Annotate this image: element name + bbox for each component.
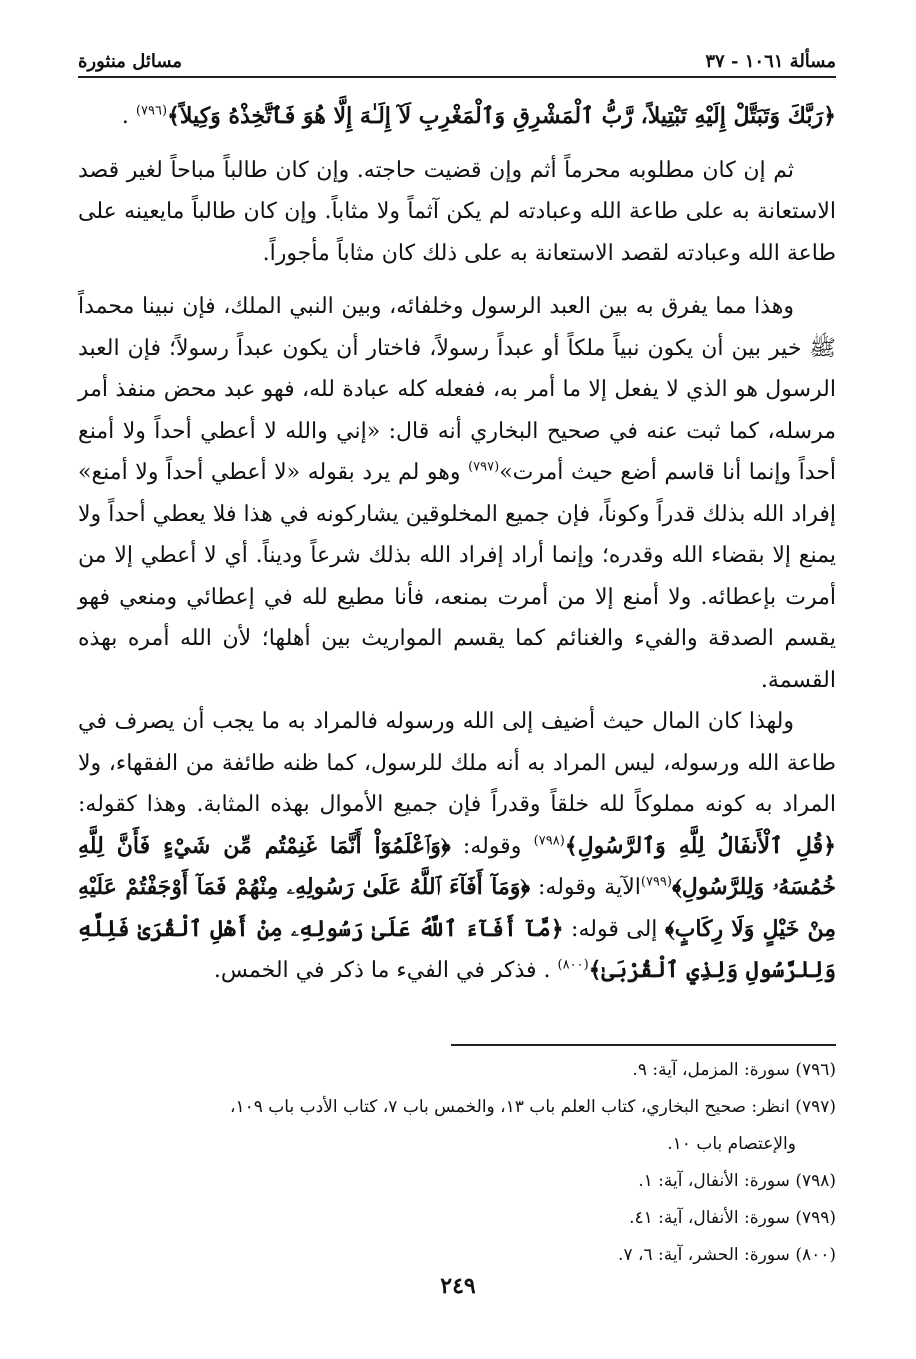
footnote-797: (٧٩٧) انظر: صحيح البخاري، كتاب العلم باب ١٣، والخمس باب ٧، كتاب الأدب باب ١٠٩، bbox=[229, 1097, 836, 1117]
page-number: ٢٤٩ bbox=[440, 1273, 476, 1299]
footnote-798: (٧٩٨) سورة: الأنفال، آية: ١. bbox=[638, 1171, 836, 1191]
main-text bbox=[78, 96, 836, 992]
footnote-797-continued: والإعتصام باب ١٠. bbox=[667, 1134, 796, 1154]
footnote-796: (٧٩٦) سورة: المزمل، آية: ٩. bbox=[632, 1060, 836, 1080]
running-header bbox=[78, 38, 836, 78]
header-section-title: مسألة ١٠٦١ - ٣٧ bbox=[705, 51, 836, 72]
quran-verse: ﴿مَّآ أَفَآءَ ٱللَّهُ عَلَىٰ رَسُولِهِۦ مِنْ أَهْلِ ٱلْقُرَىٰ فَلِلَّهِ وَلِلرَّسُولِ وَلِذِي ٱلْقُرْبَىٰ﴾ bbox=[78, 915, 836, 983]
quran-verse: ﴿رَبَّكَ وَتَبَتَّلْ إِلَيْهِ تَبْتِيلاً، رَّبُّ ٱلْمَشْرِقِ وَٱلْمَغْرِبِ لَآ إِلَـٰهَ إِلَّا هُوَ فَٱتَّخِذْهُ وَكِيلاً﴾ bbox=[167, 103, 836, 129]
paragraph-3-end: . فذكر في الفيء ما ذكر في الخمس. bbox=[213, 958, 551, 983]
quran-verse: ﴿قُلِ ٱلْأَنفَالُ لِلَّهِ وَٱلرَّسُولِ﴾ bbox=[564, 832, 836, 859]
verse-continuation-line bbox=[78, 96, 836, 138]
footnotes bbox=[78, 1052, 836, 1274]
paragraph-1: ثم إن كان مطلوبه محرماً أثم وإن قضيت حاجته. وإن كان طالباً مباحاً لغير قصد الاستعانة به على طاعة الله وعبادته لم يكن آثماً ولا مثاباً. وإن كان طالباً مايعينه على طاعة الله وعبادته لقصد الاستعانة به على ذلك كان مثاباً مأجوراً. bbox=[78, 157, 836, 266]
quran-verse: ﴿وَٱعْلَمُوٓاْ أَنَّمَا غَنِمْتُم مِّن شَيْءٍ فَأَنَّ لِلَّهِ خُمُسَهُۥ وَلِلرَّسُولِ﴾ bbox=[78, 832, 836, 900]
connector-text: إلى قوله: bbox=[571, 916, 658, 942]
footnote-ref: (٧٩٧) bbox=[468, 459, 500, 475]
paragraph-2-part-b: وهو لم يرد بقوله «لا أعطي أحداً ولا أمنع» إفراد الله بذلك قدراً وكوناً، فإن جميع المخلوقين يشاركونه في هذا فلا يعطي أحداً ولا يمنع إلا بقضاء الله وقدره؛ وإنما أراد إفراد الله بذلك شرعاً وديناً. أي لا أعطي إلا من أمرت بإعطائه. ولا أمنع إلا من أمرت بمنعه، فأنا مطيع لله في إعطائي ومنعي فهو يقسم الصدقة والفيء والغنائم كما يقسم المواريث بين أهلها؛ لأن الله أمره بهذه القسمة. bbox=[78, 460, 836, 693]
footnote-ref: (٨٠٠) bbox=[557, 957, 589, 973]
footnote-ref: (٧٩٩) bbox=[640, 874, 672, 890]
connector-text: الآية وقوله: bbox=[538, 875, 641, 900]
paragraph-2-part-a: وهذا مما يفرق به بين العبد الرسول وخلفائه، وبين النبي الملك، فإن نبينا محمداً ﷺ خير بين أن يكون نبياً ملكاً أو عبداً رسولاً، فاختار أن يكون عبداً رسولاً؛ فإن العبد الرسول هو الذي لا يفعل إلا ما أمر به، ففعله كله عبادة لله، فهو عبد محض منفذ أمر مرسله، كما ثبت عنه في صحيح البخاري أنه قال: «إني والله لا أعطي أحداً ولا أمنع أحداً وإنما أنا قاسم أضع حيث أمرت» bbox=[78, 294, 837, 485]
paragraph-3-part-a: ولهذا كان المال حيث أضيف إلى الله ورسوله فالمراد به ما يجب أن يصرف في طاعة الله ورسوله، ليس المراد به أنه ملك للرسول، كما ظنه طائفة من الفقهاء، ولا المراد به كونه مملوكاً لله خلقاً وقدراً فإن جميع الأموال بهذه المثابة. وهذا كقوله: bbox=[78, 709, 836, 817]
footnote-separator bbox=[451, 1044, 836, 1046]
quran-verse: ﴿وَمَآ أَفَآءَ ٱللَّهُ عَلَىٰ رَسُولِهِۦ مِنْهُمْ فَمَآ أَوْجَفْتُمْ عَلَيْهِ مِنْ خَيْلٍ وَلَا رِكَابٍ﴾ bbox=[78, 874, 836, 942]
paragraph-2 bbox=[78, 286, 836, 701]
footnote-ref: (٧٩٦) bbox=[135, 103, 168, 119]
connector-text: وقوله: bbox=[462, 833, 522, 859]
footnote-799: (٧٩٩) سورة: الأنفال، آية: ٤١. bbox=[629, 1208, 836, 1228]
footnote-ref: (٧٩٨) bbox=[533, 833, 565, 849]
header-chapter-title: مسائل منثورة bbox=[78, 51, 183, 72]
punctuation: . bbox=[121, 104, 129, 129]
footnote-800: (٨٠٠) سورة: الحشر، آية: ٦، ٧. bbox=[618, 1245, 836, 1265]
paragraph-3 bbox=[78, 701, 836, 992]
